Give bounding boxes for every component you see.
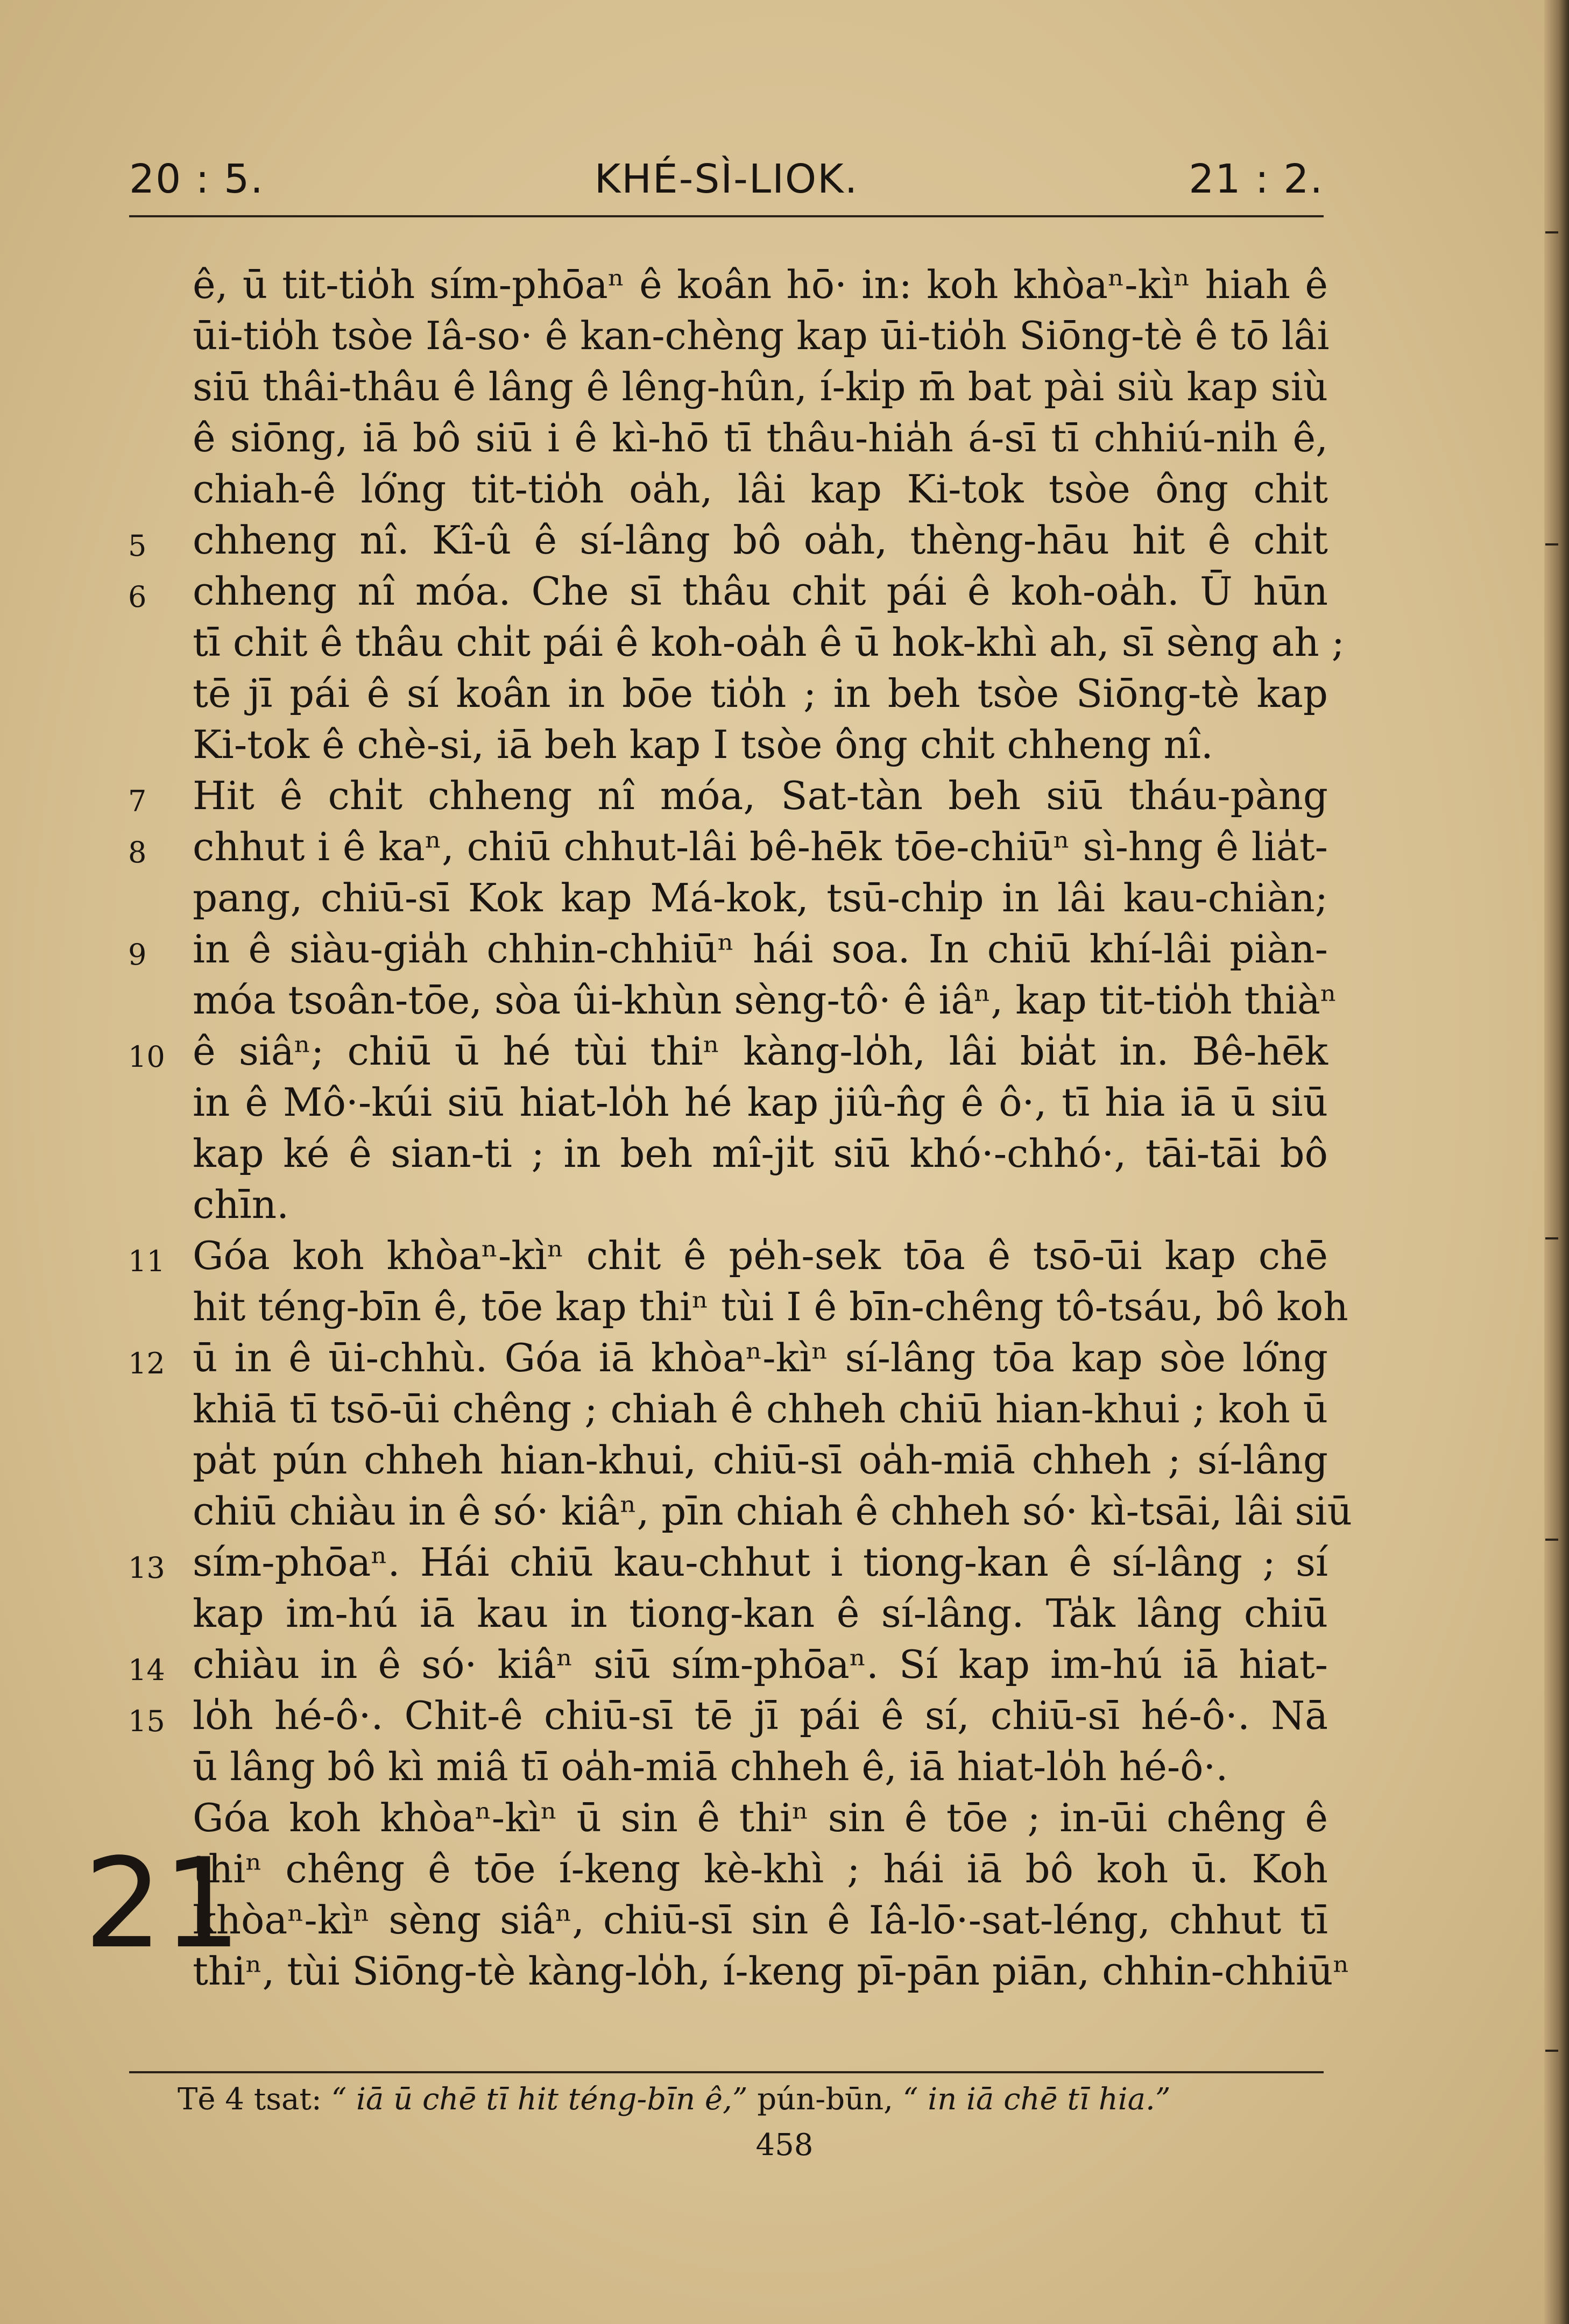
line-text: kap ké ê sian-ti ; in beh mî-ji̍t siū khó·-chhó·, tāi-tāi bô <box>193 1131 1328 1176</box>
text-line <box>193 1946 1350 1997</box>
verse-number: 14 <box>128 1653 165 1687</box>
line-text: khiā tī tsō-ūi chêng ; chiah ê chheh chiū hian-khui ; koh ū <box>193 1386 1328 1432</box>
line-text: chhut i ê kaⁿ, chiū chhut-lâi bê-hēk tōe-chiūⁿ sì-hng ê lia̍t- <box>193 824 1328 869</box>
text-line <box>128 821 1328 873</box>
header-verse-start: 20 : 5. <box>129 156 264 202</box>
line-text: Góa koh khòaⁿ-kìⁿ chi̍t ê pe̍h-sek tōa ê tsō-ūi kap chē <box>193 1233 1328 1278</box>
text-line <box>193 1179 1328 1230</box>
text-line <box>128 566 1328 617</box>
line-text: Góa koh khòaⁿ-kìⁿ ū sin ê thiⁿ sin ê tōe ; in-ūi chêng ê <box>193 1795 1328 1840</box>
text-line <box>128 1026 1328 1077</box>
text-line <box>193 1844 1328 1895</box>
line-text: chheng nî. Kî-û ê sí-lâng bô oa̍h, thèng-hāu hit ê chi̍t <box>193 518 1328 563</box>
text-line <box>193 1281 1348 1333</box>
text-line <box>193 1128 1328 1179</box>
line-text: kap im-hú iā kau in tiong-kan ê sí-lâng. Ta̍k lâng chiū <box>193 1591 1328 1636</box>
text-line <box>128 1639 1328 1690</box>
verse-number: 12 <box>128 1347 165 1380</box>
margin-tick <box>1545 231 1558 233</box>
line-text: pa̍t pún chheh hian-khui, chiū-sī oa̍h-miā chheh ; sí-lâng <box>193 1437 1328 1483</box>
line-text: chīn. <box>193 1182 289 1227</box>
text-line <box>193 719 1328 770</box>
text-line <box>193 975 1337 1026</box>
line-text: Ki-tok ê chè-si, iā beh kap I tsòe ông chi̍t chheng nî. <box>193 722 1213 767</box>
text-line <box>128 1690 1328 1741</box>
line-text: móa tsoân-tōe, sòa ûi-khùn sèng-tô· ê iâⁿ, kap tit-tio̍h thiàⁿ <box>193 977 1337 1023</box>
text-line <box>193 1077 1328 1128</box>
line-text: ū in ê ūi-chhù. Góa iā khòaⁿ-kìⁿ sí-lâng tōa kap sòe ló͘ng <box>193 1335 1328 1380</box>
footnote-quote-original: “ in iā chē tī hia.” <box>902 2082 1171 2117</box>
line-text: lo̍h hé-ô·. Chit-ê chiū-sī tē jī pái ê sí, chiū-sī hé-ô·. Nā <box>193 1693 1328 1738</box>
line-text: chiàu in ê só· kiâⁿ siū sím-phōaⁿ. Sí kap im-hú iā hiat- <box>193 1642 1328 1687</box>
book-spine-edge <box>1544 0 1569 2324</box>
verse-number: 13 <box>128 1551 165 1585</box>
verse-number: 5 <box>128 529 147 563</box>
line-text: siū thâi-thâu ê lâng ê lêng-hûn, í-ki̍p m̄ bat pài siù kap siù <box>193 364 1328 409</box>
text-line <box>128 924 1328 975</box>
header-verse-end: 21 : 2. <box>1189 156 1324 202</box>
text-line <box>193 1895 1328 1946</box>
text-line <box>128 1333 1328 1384</box>
line-text: ū lâng bô kì miâ tī oa̍h-miā chheh ê, iā hiat-lo̍h hé-ô·. <box>193 1744 1228 1789</box>
line-text: in ê siàu-gia̍h chhin-chhiūⁿ hái soa. In chiū khí-lâi piàn- <box>193 926 1328 972</box>
footnote-rule <box>129 2071 1324 2073</box>
text-line <box>193 413 1328 464</box>
text-line <box>193 617 1345 668</box>
line-text: ê siōng, iā bô siū i ê kì-hō tī thâu-hia̍h á-sī tī chhiú-ni̍h ê, <box>193 415 1328 460</box>
line-text: chheng nî móa. Che sī thâu chi̍t pái ê koh-oa̍h. Ū hūn <box>193 569 1328 614</box>
margin-tick <box>1545 543 1558 545</box>
text-line <box>193 1435 1328 1486</box>
line-text: ê, ū tit-tio̍h sím-phōaⁿ ê koân hō· in: koh khòaⁿ-kìⁿ hiah ê <box>193 262 1328 307</box>
running-header <box>129 156 1324 204</box>
line-text: hit téng-bīn ê, tōe kap thiⁿ tùi I ê bīn-chêng tô-tsáu, bô koh <box>193 1284 1348 1329</box>
text-line <box>193 310 1328 362</box>
chapter-number: 21 <box>84 1832 242 1976</box>
footnote-quote-variant: “ iā ū chē tī hit téng-bīn ê,” <box>331 2082 748 2117</box>
margin-tick <box>1545 2050 1558 2052</box>
line-text: ê siâⁿ; chiū ū hé tùi thiⁿ kàng-lo̍h, lâi bia̍t in. Bê-hēk <box>193 1029 1328 1074</box>
verse-number: 9 <box>128 938 147 972</box>
text-line <box>128 770 1328 821</box>
text-line <box>193 1792 1328 1844</box>
verse-number: 8 <box>128 835 147 869</box>
verse-number: 7 <box>128 784 147 818</box>
page-number: 458 <box>755 2128 814 2163</box>
verse-number: 11 <box>128 1244 165 1278</box>
line-text: thiⁿ, tùi Siōng-tè kàng-lo̍h, í-keng pī-pān piān, chhin-chhiūⁿ <box>193 1949 1350 1994</box>
text-line <box>128 1537 1328 1588</box>
line-text: chiah-ê ló͘ng tit-tio̍h oa̍h, lâi kap Ki-tok tsòe ông chi̍t <box>193 466 1328 512</box>
line-text: tē jī pái ê sí koân in bōe tio̍h ; in beh tsòe Siōng-tè kap <box>193 671 1328 716</box>
text-line <box>193 1384 1328 1435</box>
footnote-mid: pún-būn, <box>757 2082 893 2117</box>
text-line <box>193 1588 1328 1639</box>
margin-tick <box>1545 1237 1558 1239</box>
text-line <box>193 668 1328 719</box>
header-rule <box>129 215 1324 217</box>
line-text: chiū chiàu in ê só· kiâⁿ, pīn chiah ê chheh só· kì-tsāi, lâi siū <box>193 1489 1352 1534</box>
verse-number: 15 <box>128 1704 165 1738</box>
text-line <box>193 873 1328 924</box>
footnote-prefix: Tē 4 tsat: <box>178 2082 322 2117</box>
text-line <box>193 464 1328 515</box>
header-book-title: KHÉ-SÌ-LIOK. <box>594 156 859 202</box>
text-line <box>193 1486 1352 1537</box>
line-text: thiⁿ chêng ê tōe í-keng kè-khì ; hái iā bô koh ū. Koh <box>193 1846 1328 1891</box>
verse-number: 6 <box>128 580 147 614</box>
text-line <box>193 362 1328 413</box>
text-line <box>193 259 1328 310</box>
text-line <box>128 1230 1328 1281</box>
line-text: pang, chiū-sī Kok kap Má-kok, tsū-chi̍p in lâi kau-chiàn; <box>193 875 1328 920</box>
footnote <box>178 2082 1334 2117</box>
verse-number: 10 <box>128 1040 165 1074</box>
text-line <box>193 1741 1328 1792</box>
margin-tick <box>1545 1539 1558 1541</box>
text-line <box>128 515 1328 566</box>
line-text: tī chit ê thâu chi̍t pái ê koh-oa̍h ê ū hok-khì ah, sī sèng ah ; <box>193 620 1345 665</box>
line-text: in ê Mô·-kúi siū hiat-lo̍h hé kap jiû-n̂g ê ô·, tī hia iā ū siū <box>193 1080 1328 1125</box>
line-text: Hit ê chi̍t chheng nî móa, Sat-tàn beh siū tháu-pàng <box>193 773 1328 818</box>
line-text: sím-phōaⁿ. Hái chiū kau-chhut i tiong-kan ê sí-lâng ; sí <box>193 1540 1328 1585</box>
line-text: khòaⁿ-kìⁿ sèng siâⁿ, chiū-sī sin ê Iâ-lō·-sat-léng, chhut tī <box>193 1897 1328 1943</box>
line-text: ūi-tio̍h tsòe Iâ-so· ê kan-chèng kap ūi-tio̍h Siōng-tè ê tō lâi <box>193 313 1330 358</box>
